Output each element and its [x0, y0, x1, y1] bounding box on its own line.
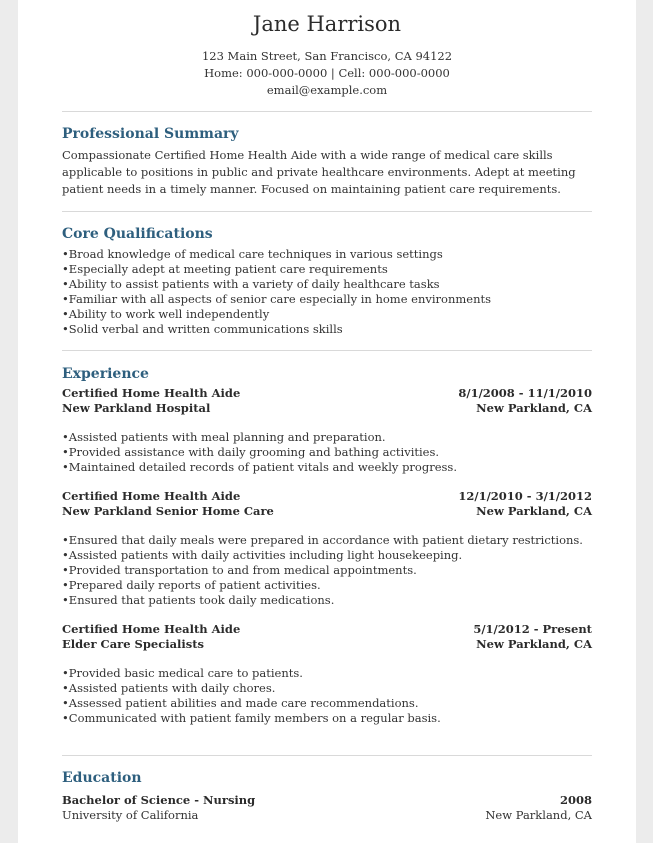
- school: University of California: [62, 808, 199, 822]
- resume-page: [18, 0, 636, 843]
- job-location: New Parkland, CA: [476, 504, 592, 518]
- employer: New Parkland Senior Home Care: [62, 504, 274, 518]
- job-duties: [62, 533, 592, 608]
- list-item: • Especially adept at meeting patient care requirements: [62, 262, 592, 277]
- list-item: • Maintained detailed records of patient vitals and weekly progress.: [62, 460, 592, 475]
- section-title-summary: Professional Summary: [62, 126, 239, 142]
- education-section: [62, 769, 592, 823]
- job-dates: 8/1/2008 - 11/1/2010: [458, 386, 592, 400]
- divider: [62, 755, 592, 756]
- school-location: New Parkland, CA: [485, 808, 592, 822]
- list-item: • Communicated with patient family members on a regular basis.: [62, 711, 592, 726]
- job-location: New Parkland, CA: [476, 401, 592, 415]
- job-entry: [62, 489, 592, 608]
- list-item: • Assisted patients with daily activities including light housekeeping.: [62, 548, 592, 563]
- divider: [62, 211, 592, 212]
- email: email@example.com: [266, 83, 388, 97]
- contact-block: [62, 48, 592, 99]
- list-item: • Assessed patient abilities and made care recommendations.: [62, 696, 592, 711]
- list-item: • Assisted patients with daily chores.: [62, 681, 592, 696]
- job-title: Certified Home Health Aide: [62, 386, 241, 400]
- job-entry: [62, 622, 592, 726]
- divider: [62, 111, 592, 112]
- job-duties: [62, 430, 592, 475]
- summary-text: Compassionate Certified Home Health Aide with a wide range of medical care skills applicable to positions in public and private healthcare environments. Adept at meeting patient needs in a timely manner. Focused on maintaining patient care requirements.: [62, 148, 576, 196]
- experience-section: [62, 365, 592, 726]
- graduation-year: 2008: [559, 793, 592, 807]
- qualifications-list: [62, 247, 592, 337]
- job-dates: 12/1/2010 - 3/1/2012: [458, 489, 592, 503]
- candidate-name: Jane Harrison: [252, 12, 402, 36]
- job-duties: [62, 666, 592, 726]
- degree: Bachelor of Science - Nursing: [62, 793, 256, 807]
- section-title-education: Education: [62, 770, 142, 786]
- list-item: • Familiar with all aspects of senior care especially in home environments: [62, 292, 592, 307]
- list-item: • Prepared daily reports of patient activities.: [62, 578, 592, 593]
- list-item: • Broad knowledge of medical care techniques in various settings: [62, 247, 592, 262]
- list-item: • Ensured that daily meals were prepared in accordance with patient dietary restrictions.: [62, 533, 592, 548]
- job-location: New Parkland, CA: [476, 637, 592, 651]
- section-title-experience: Experience: [62, 366, 149, 382]
- job-title: Certified Home Health Aide: [62, 489, 241, 503]
- list-item: • Ability to assist patients with a variety of daily healthcare tasks: [62, 277, 592, 292]
- summary-section: [62, 125, 592, 198]
- list-item: • Solid verbal and written communications skills: [62, 322, 592, 337]
- qualifications-section: [62, 225, 592, 337]
- employer: Elder Care Specialists: [62, 637, 205, 651]
- address: 123 Main Street, San Francisco, CA 94122: [201, 49, 453, 63]
- job-entry: [62, 386, 592, 475]
- divider: [62, 350, 592, 351]
- list-item: • Ensured that patients took daily medications.: [62, 593, 592, 608]
- list-item: • Provided assistance with daily grooming and bathing activities.: [62, 445, 592, 460]
- employer: New Parkland Hospital: [62, 401, 211, 415]
- list-item: • Provided basic medical care to patients.: [62, 666, 592, 681]
- list-item: • Provided transportation to and from medical appointments.: [62, 563, 592, 578]
- list-item: • Ability to work well independently: [62, 307, 592, 322]
- job-title: Certified Home Health Aide: [62, 622, 241, 636]
- list-item: • Assisted patients with meal planning and preparation.: [62, 430, 592, 445]
- section-title-qualifications: Core Qualifications: [62, 226, 213, 242]
- phone-numbers: Home: 000-000-0000 | Cell: 000-000-0000: [204, 66, 450, 80]
- job-dates: 5/1/2012 - Present: [473, 622, 592, 636]
